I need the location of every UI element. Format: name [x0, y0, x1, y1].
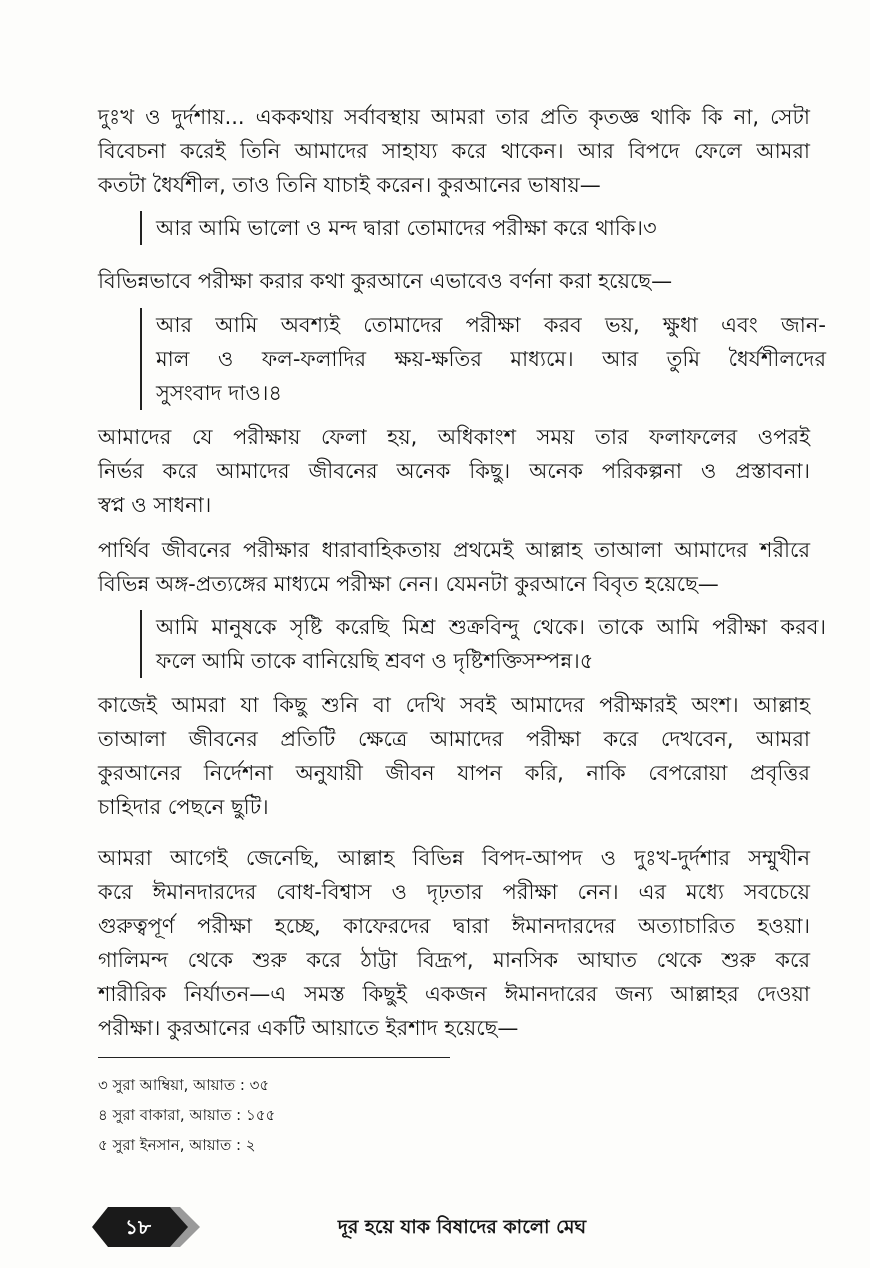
quote-line: আর আমি ভালো ও মন্দ দ্বারা তোমাদের পরীক্ষা করে থাকি।৩	[156, 216, 657, 240]
paragraph-line: আমাদের যে পরীক্ষায় ফেলা হয়, অধিকাংশ সময় তার ফলাফলের ওপরই	[98, 425, 810, 449]
footnote-item: ৩ সুরা আম্বিয়া, আয়াত : ৩৫	[98, 1076, 270, 1094]
paragraph-line: চাহিদার পেছনে ছুটি।	[98, 795, 269, 819]
paragraph-line: তাআলা জীবনের প্রতিটি ক্ষেত্রে আমাদের পরীক্ষা করে দেখবেন, আমরা	[98, 727, 810, 751]
page-footer	[84, 1205, 824, 1249]
quote-2	[140, 308, 826, 410]
paragraph-line: শারীরিক নির্যাতন—এ সমস্ত কিছুই একজন ঈমানদারের জন্য আল্লাহর দেওয়া	[98, 982, 810, 1006]
quote-line: সুসংবাদ দাও।৪	[156, 381, 282, 405]
quote-3	[140, 610, 826, 678]
paragraph-line: গালিমন্দ থেকে শুরু করে ঠাট্টা বিদ্রূপ, মানসিক আঘাত থেকে শুরু করে	[98, 948, 810, 972]
footnote-item: ৫ সুরা ইনসান, আয়াত : ২	[98, 1136, 256, 1154]
paragraph-6	[98, 841, 810, 1045]
paragraph-line: কতটা ধৈর্যশীল, তাও তিনি যাচাই করেন। কুরআনের ভাষায়—	[98, 173, 601, 197]
paragraph-3	[98, 420, 810, 522]
paragraph-4	[98, 533, 810, 601]
quote-line: ফলে আমি তাকে বানিয়েছি শ্রবণ ও দৃষ্টিশক্তিসম্পন্ন।৫	[156, 649, 594, 673]
paragraph-line: পার্থিব জীবনের পরীক্ষার ধারাবাহিকতায় প্রথমেই আল্লাহ তাআলা আমাদের শরীরে	[98, 538, 810, 562]
paragraph-5	[98, 688, 810, 824]
book-title: দূর হয়ে যাক বিষাদের কালো মেঘ	[337, 1216, 587, 1238]
paragraph-line: আমরা আগেই জেনেছি, আল্লাহ বিভিন্ন বিপদ-আপদ ও দুঃখ-দুর্দশার সম্মুখীন	[98, 846, 810, 870]
paragraph-2	[98, 264, 810, 298]
paragraph-line: গুরুত্বপূর্ণ পরীক্ষা হচ্ছে, কাফেরদের দ্বারা ঈমানদারদের অত্যাচারিত হওয়া।	[98, 914, 810, 938]
quote-line: মাল ও ফল-ফলাদির ক্ষয়-ক্ষতির মাধ্যমে। আর তুমি ধৈর্যশীলদের	[156, 347, 826, 371]
quote-line: আর আমি অবশ্যই তোমাদের পরীক্ষা করব ভয়, ক্ষুধা এবং জান-	[156, 313, 826, 337]
paragraph-line: দুঃখ ও দুর্দশায়... এককথায় সর্বাবস্থায় আমরা তার প্রতি কৃতজ্ঞ থাকি কি না, সেটা	[98, 105, 810, 129]
paragraph-line: বিভিন্নভাবে পরীক্ষা করার কথা কুরআনে এভাবেও বর্ণনা করা হয়েছে—	[98, 269, 673, 293]
quote-1	[140, 211, 826, 245]
paragraph-line: বিবেচনা করেই তিনি আমাদের সাহায্য করে থাকেন। আর বিপদে ফেলে আমরা	[98, 139, 810, 163]
paragraph-line: পরীক্ষা। কুরআনের একটি আয়াতে ইরশাদ হয়েছে—	[98, 1016, 519, 1040]
footnote-item: ৪ সুরা বাকারা, আয়াত : ১৫৫	[98, 1106, 276, 1124]
paragraph-line: কুরআনের নির্দেশনা অনুযায়ী জীবন যাপন করি, নাকি বেপরোয়া প্রবৃত্তির	[98, 761, 810, 785]
footnotes	[98, 1070, 598, 1160]
quote-line: আমি মানুষকে সৃষ্টি করেছি মিশ্র শুক্রবিন্দু থেকে। তাকে আমি পরীক্ষা করব।	[156, 615, 826, 639]
paragraph-line: করে ঈমানদারদের বোধ-বিশ্বাস ও দৃঢ়তার পরীক্ষা নেন। এর মধ্যে সবচেয়ে	[98, 880, 810, 904]
paragraph-1	[98, 100, 810, 202]
paragraph-line: স্বপ্ন ও সাধনা।	[98, 493, 212, 517]
footnote-divider	[98, 1057, 450, 1058]
page-number: ১৮	[125, 1215, 151, 1239]
paragraph-line: কাজেই আমরা যা কিছু শুনি বা দেখি সবই আমাদের পরীক্ষারই অংশ। আল্লাহ	[98, 693, 810, 717]
paragraph-line: নির্ভর করে আমাদের জীবনের অনেক কিছু। অনেক পরিকল্পনা ও প্রস্তাবনা।	[98, 459, 810, 483]
paragraph-line: বিভিন্ন অঙ্গ-প্রত্যঙ্গের মাধ্যমে পরীক্ষা নেন। যেমনটা কুরআনে বিবৃত হয়েছে—	[98, 572, 719, 596]
